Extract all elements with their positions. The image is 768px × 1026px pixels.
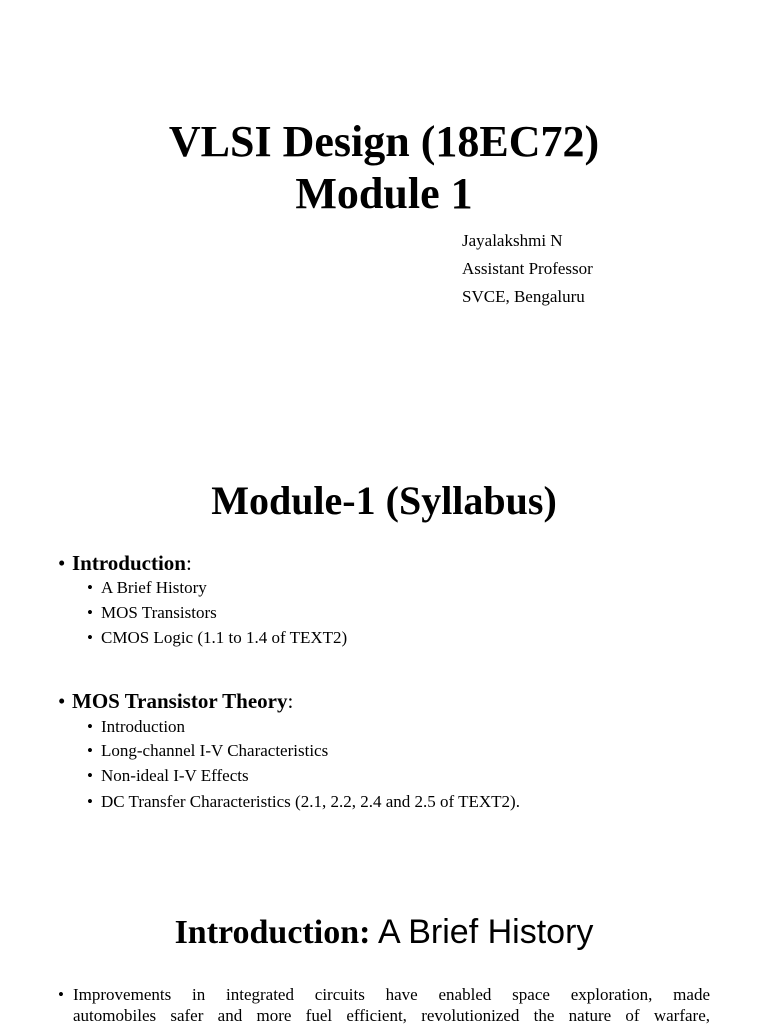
section-heading-text: Introduction (72, 551, 186, 575)
bullet-icon: • (87, 741, 93, 760)
paragraph-line: Improvements in integrated circuits have enabled space exploration, made (73, 985, 710, 1004)
section-heading-suffix: : (185, 551, 192, 575)
slide-title-rest: A Brief History (370, 913, 594, 951)
list-item-text: Introduction (101, 717, 186, 736)
bullet-icon: • (58, 985, 64, 1004)
paragraph-line: automobiles safer and more fuel efficient, revolutionized the nature of warfare, (73, 1006, 710, 1025)
bullet-icon: • (87, 578, 93, 597)
list-item-text: A Brief History (101, 578, 207, 597)
title-slide (0, 0, 768, 440)
bullet-icon: • (58, 551, 66, 575)
slide-subtitle: Module 1 (295, 169, 473, 218)
bullet-icon: • (87, 717, 93, 736)
bullet-icon: • (87, 628, 93, 647)
list-item (87, 602, 217, 624)
author-role: Assistant Professor (462, 259, 593, 278)
section-heading-text: MOS Transistor Theory (72, 689, 288, 713)
paragraph-bullet (58, 984, 710, 1026)
slide-title: Module-1 (Syllabus) (211, 478, 557, 523)
list-item (87, 791, 520, 813)
slide-title (0, 912, 768, 953)
slide-title-bold: Introduction: (174, 914, 371, 951)
list-item-text: MOS Transistors (101, 603, 217, 622)
bullet-icon: • (87, 603, 93, 622)
list-item (87, 577, 207, 599)
list-item-text: CMOS Logic (1.1 to 1.4 of TEXT2) (101, 628, 348, 647)
author-organization: SVCE, Bengaluru (462, 287, 585, 306)
list-item-text: DC Transfer Characteristics (2.1, 2.2, 2.4 and 2.5 of TEXT2). (101, 792, 520, 811)
list-item (87, 740, 328, 762)
list-item-text: Long-channel I-V Characteristics (101, 741, 329, 760)
section-heading-suffix: : (287, 689, 294, 713)
list-item (87, 627, 347, 649)
section-heading (58, 550, 192, 576)
list-item (87, 716, 185, 738)
list-item-text: Non-ideal I-V Effects (101, 766, 249, 785)
bullet-icon: • (58, 689, 66, 713)
bullet-icon: • (87, 792, 93, 811)
bullet-icon: • (87, 766, 93, 785)
author-name: Jayalakshmi N (462, 231, 563, 250)
syllabus-slide (0, 440, 768, 880)
slide-title: VLSI Design (18EC72) (168, 117, 600, 166)
list-item (87, 765, 249, 787)
section-heading (58, 688, 293, 714)
history-slide (0, 880, 768, 1024)
